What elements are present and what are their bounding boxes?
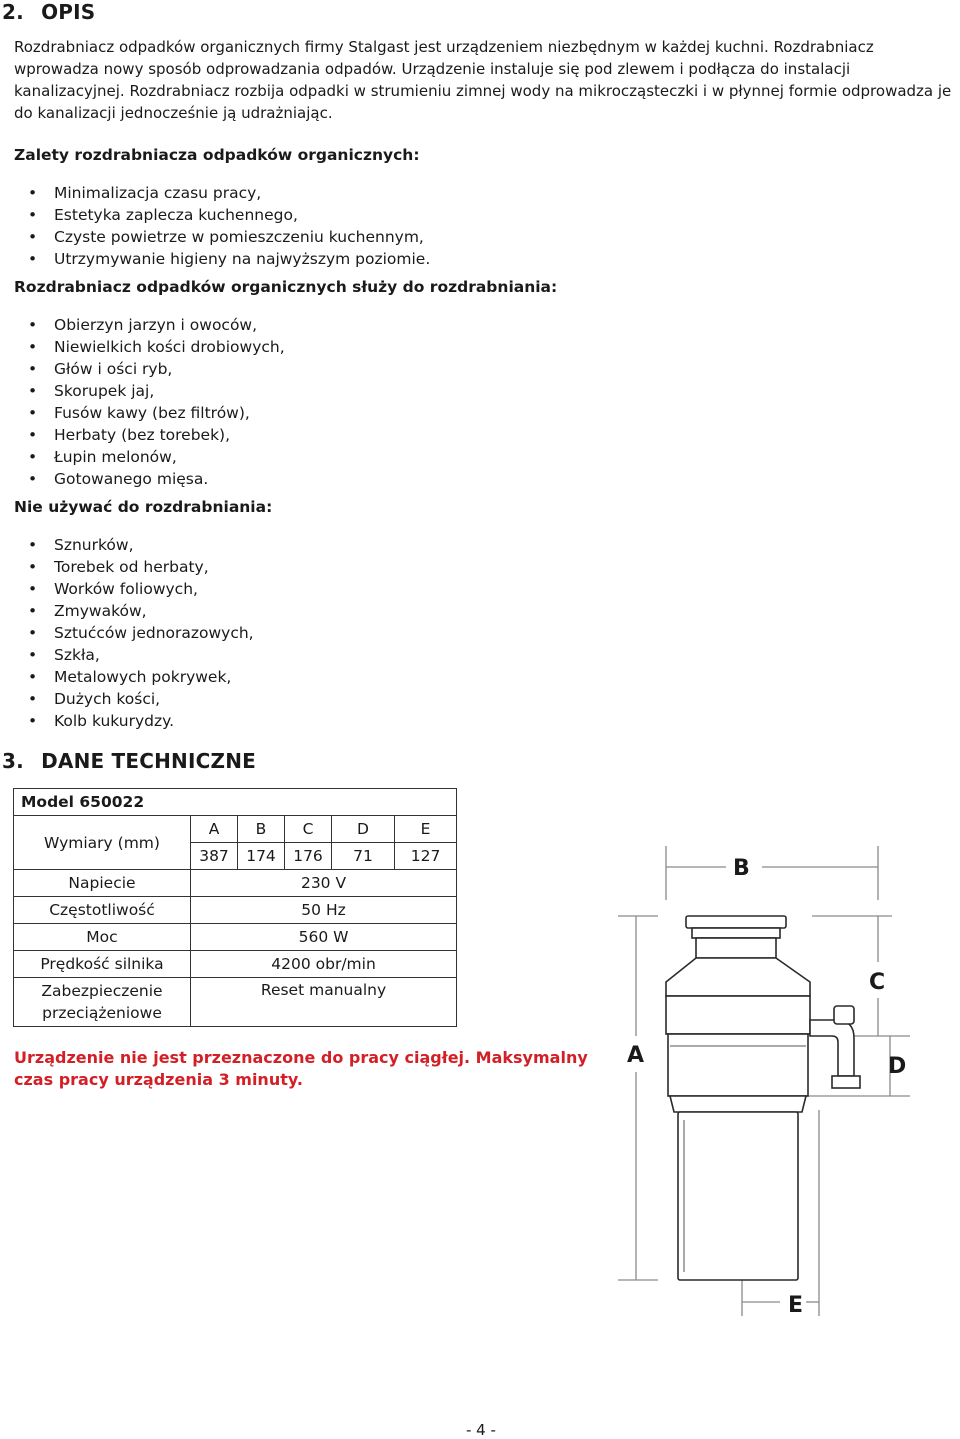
outlet-pipe-end: [832, 1076, 860, 1088]
dim-value-a: 387: [191, 843, 238, 870]
flange-ring: [692, 928, 780, 938]
body-waist: [670, 1096, 806, 1112]
dont-use-item: • Zmywaków,: [28, 600, 254, 622]
page-number: - 4 -: [466, 1421, 496, 1439]
dont-use-item: • Metalowych pokrywek,: [28, 666, 254, 688]
label-c: C: [869, 970, 886, 995]
use-item: • Niewielkich kości drobiowych,: [28, 336, 285, 358]
dim-value-b: 174: [238, 843, 285, 870]
body-middle: [668, 1034, 808, 1096]
protection-label: [14, 978, 191, 1027]
dim-letter-d: D: [332, 816, 395, 843]
dim-letter-e: E: [395, 816, 457, 843]
label-b: B: [733, 856, 750, 881]
dim-letter-b: B: [238, 816, 285, 843]
section-2-title: OPIS: [41, 0, 96, 24]
section-3-title: DANE TECHNICZNE: [41, 749, 257, 773]
advantage-item: • Utrzymywanie higieny na najwyższym poziomie.: [28, 248, 430, 270]
advantages-list: [28, 182, 430, 270]
dont-use-item: • Szkła,: [28, 644, 254, 666]
frequency-value: 50 Hz: [191, 897, 457, 924]
use-item: • Łupin melonów,: [28, 446, 285, 468]
advantage-item: • Estetyka zaplecza kuchennego,: [28, 204, 430, 226]
disposer-diagram: [600, 840, 930, 1330]
protection-label-line1: Zabezpieczenie: [41, 982, 163, 1000]
uses-heading: Rozdrabniacz odpadków organicznych służy do rozdrabniania:: [14, 278, 558, 296]
advantage-item: • Minimalizacja czasu pracy,: [28, 182, 430, 204]
dim-letter-a: A: [191, 816, 238, 843]
section-3-number: 3.: [2, 749, 24, 773]
protection-label-line2: przeciążeniowe: [42, 1004, 162, 1022]
label-a: A: [627, 1043, 645, 1068]
dont-use-item: • Kolb kukurydzy.: [28, 710, 254, 732]
label-e: E: [788, 1293, 804, 1318]
use-item: • Obierzyn jarzyn i owoców,: [28, 314, 285, 336]
dont-use-item: • Worków foliowych,: [28, 578, 254, 600]
body-shoulder: [666, 958, 810, 996]
power-value: 560 W: [191, 924, 457, 951]
motor-speed-value: 4200 obr/min: [191, 951, 457, 978]
dont-use-item: • Sztućców jednorazowych,: [28, 622, 254, 644]
section-3-heading: [2, 749, 256, 773]
use-item: • Gotowanego mięsa.: [28, 468, 285, 490]
use-item: • Herbaty (bez torebek),: [28, 424, 285, 446]
flange-top: [686, 916, 786, 928]
use-item: • Głów i ości ryb,: [28, 358, 285, 380]
advantages-heading: Zalety rozdrabniacza odpadków organicznych:: [14, 146, 420, 164]
voltage-label: Napiecie: [14, 870, 191, 897]
section-2-heading: [2, 0, 95, 24]
label-d: D: [888, 1054, 907, 1079]
tech-spec-table: [13, 788, 457, 1027]
flange-neck: [696, 938, 776, 958]
operation-warning: Urządzenie nie jest przeznaczone do pracy ciągłej. Maksymalny czas pracy urządzenia 3 minuty.: [14, 1048, 588, 1089]
motor-housing: [678, 1112, 798, 1280]
frequency-label: Częstotliwość: [14, 897, 191, 924]
dont-use-list: [28, 534, 254, 732]
description-paragraph: Rozdrabniacz odpadków organicznych firmy Stalgast jest urządzeniem niezbędnym w każdej kuchni. Rozdrabniacz wprowadza nowy sposób odprowadzania odpadów. Urządzenie instaluje się pod zlewem i podłącza do instalacji kanalizacyjnej. Rozdrabniacz rozbija odpadki w strumieniu zimnej wody na mikrocząsteczki i w płynnej formie odprowadza je do kanalizacji jednocześnie ją udrażniając.: [14, 38, 952, 122]
dim-value-c: 176: [285, 843, 332, 870]
dont-use-item: • Sznurków,: [28, 534, 254, 556]
protection-value: Reset manualny: [191, 978, 457, 1027]
advantage-item: • Czyste powietrze w pomieszczeniu kuchennym,: [28, 226, 430, 248]
power-label: Moc: [14, 924, 191, 951]
voltage-value: 230 V: [191, 870, 457, 897]
outlet-clamp: [834, 1006, 854, 1024]
dims-label: Wymiary (mm): [14, 816, 191, 870]
dim-value-e: 127: [395, 843, 457, 870]
uses-list: [28, 314, 285, 490]
dont-use-heading: Nie używać do rozdrabniania:: [14, 498, 273, 516]
body-upper: [666, 996, 810, 1034]
dont-use-item: • Dużych kości,: [28, 688, 254, 710]
outlet-pipe: [810, 1020, 854, 1076]
motor-speed-label: Prędkość silnika: [14, 951, 191, 978]
use-item: • Skorupek jaj,: [28, 380, 285, 402]
dim-letter-c: C: [285, 816, 332, 843]
model-cell: Model 650022: [14, 789, 457, 816]
dont-use-item: • Torebek od herbaty,: [28, 556, 254, 578]
section-2-number: 2.: [2, 0, 24, 24]
use-item: • Fusów kawy (bez filtrów),: [28, 402, 285, 424]
dim-value-d: 71: [332, 843, 395, 870]
